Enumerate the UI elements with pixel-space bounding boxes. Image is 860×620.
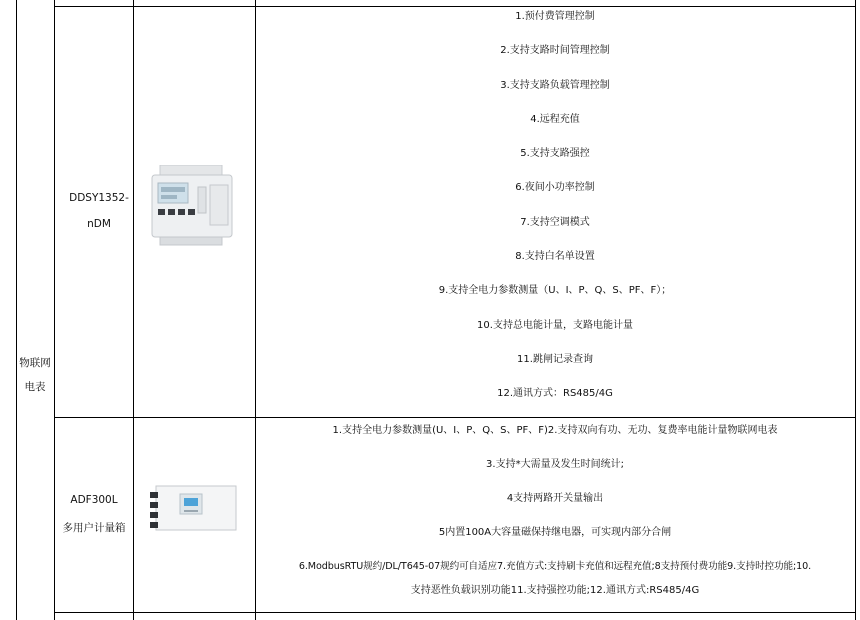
feature-item: 3.支持*大需量及发生时间统计; <box>486 459 624 470</box>
row-divider-top <box>54 6 856 7</box>
product-1-model-line1: DDSY1352- <box>69 192 129 204</box>
product-2-model <box>33 486 155 542</box>
table-border-left <box>16 0 17 620</box>
feature-item: 8.支持白名单设置 <box>515 251 595 263</box>
row-divider-bottom <box>54 612 856 613</box>
feature-item: 9.支持全电力参数测量（U、I、P、Q、S、PF、F）； <box>438 285 672 297</box>
feature-item: 1.预付费管理控制 <box>515 11 595 22</box>
feature-item: 5.支持支路强控 <box>520 148 590 160</box>
feature-item: 7.支持空调模式 <box>520 216 590 228</box>
feature-item: 2.支持支路时间管理控制 <box>500 45 610 57</box>
product-1-model <box>38 185 160 237</box>
product-2-model-line1: ADF300L <box>70 494 118 506</box>
feature-item: 支持恶性负载识别功能11.支持强控功能;12.通讯方式:RS485/4G <box>410 585 700 596</box>
feature-item: 10.支持总电能计量，支路电能计量 <box>477 319 633 331</box>
product-1-feature-list <box>256 10 854 407</box>
row-divider-middle <box>54 417 856 418</box>
feature-item: 4.远程充值 <box>530 113 580 125</box>
category-label-line1: 物联网 <box>19 357 51 369</box>
feature-item: 4支持两路开关量输出 <box>506 493 604 504</box>
product-2-meter-box-image <box>148 484 238 534</box>
product-2-model-line2: 多用户计量箱 <box>62 522 126 534</box>
feature-item: 12.通讯方式：RS485/4G <box>497 388 613 400</box>
product-1-meter-image <box>150 165 236 247</box>
feature-item: 6.夜间小功率控制 <box>515 182 595 194</box>
category-label <box>17 351 53 399</box>
feature-item: 3.支持支路负载管理控制 <box>500 79 610 91</box>
product-1-model-line2: nDM <box>87 218 111 230</box>
product-2-feature-list <box>256 424 854 600</box>
feature-item: 11.跳闸记录查询 <box>517 353 593 365</box>
category-label-line2: 电表 <box>24 381 46 393</box>
feature-item: 5内置100A大容量磁保持继电器，可实现内部分合闸 <box>438 527 672 538</box>
feature-item: 1.支持全电力参数测量(U、I、P、Q、S、PF、F)2.支持双向有功、无功、复费率电能计量物联网电表 <box>332 425 778 436</box>
table-border-right <box>855 0 856 620</box>
feature-item: 6.ModbusRTU规约/DL/T645-07规约可自适应7.充值方式:支持刷卡充值和远程充值;8支持预付费功能9.支持时控功能;10. <box>298 561 812 572</box>
